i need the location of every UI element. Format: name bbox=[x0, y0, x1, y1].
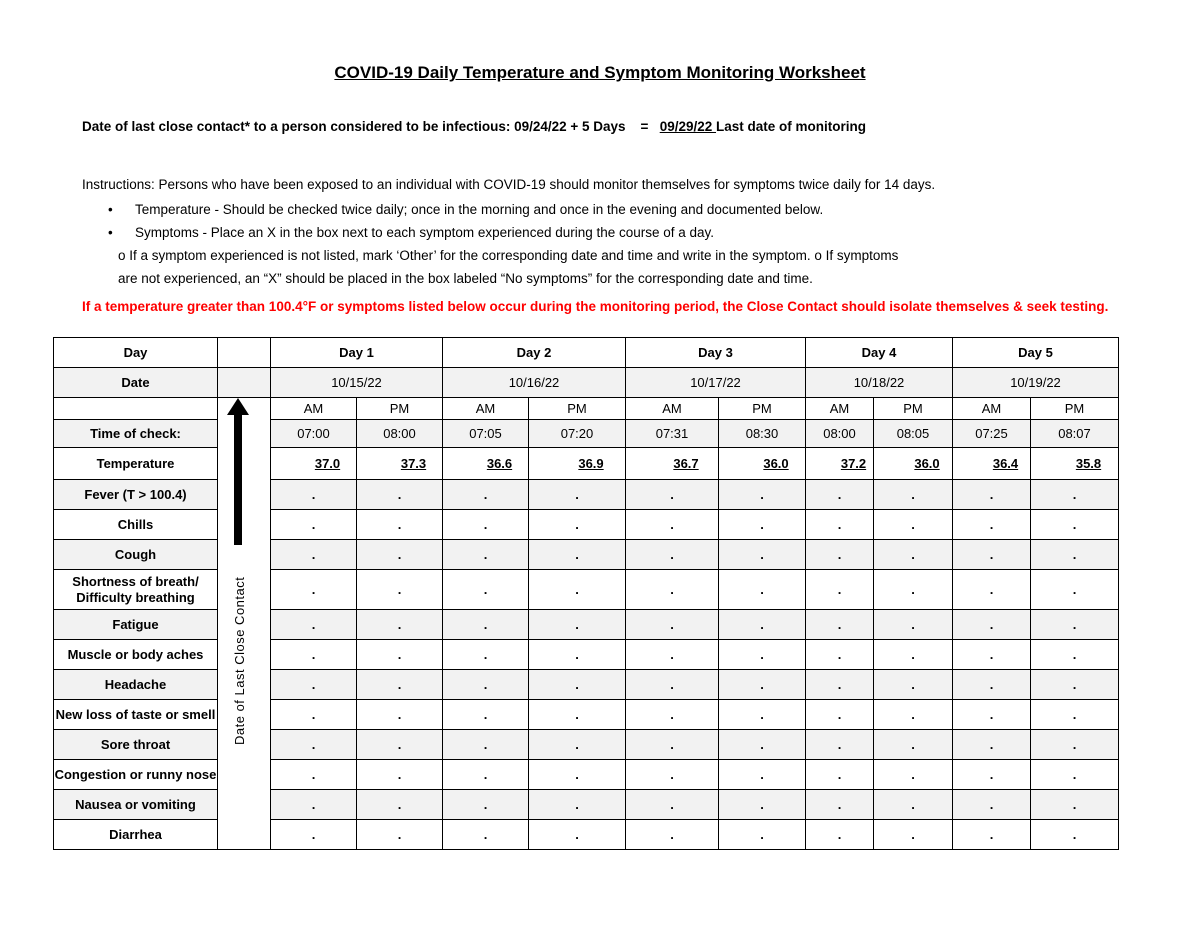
symptom-checkbox[interactable]: . bbox=[357, 700, 443, 730]
symptom-label bbox=[54, 540, 218, 570]
symptom-label-line: Fever (T > 100.4) bbox=[84, 486, 187, 502]
am-header: AM bbox=[443, 398, 529, 420]
symptom-checkbox[interactable]: . bbox=[443, 670, 529, 700]
day-header-2: Day 2 bbox=[443, 338, 626, 368]
symptom-checkbox[interactable]: . bbox=[626, 790, 719, 820]
table-row bbox=[54, 398, 1119, 420]
symptom-checkbox[interactable]: . bbox=[1031, 640, 1119, 670]
symptom-checkbox[interactable]: . bbox=[874, 820, 953, 850]
symptom-checkbox[interactable]: . bbox=[271, 760, 357, 790]
symptom-checkbox[interactable]: . bbox=[806, 790, 874, 820]
symptom-checkbox[interactable]: . bbox=[719, 820, 806, 850]
temperature-value: 36.4 bbox=[992, 456, 1019, 471]
symptom-checkbox[interactable]: . bbox=[874, 760, 953, 790]
day-header-5: Day 5 bbox=[953, 338, 1119, 368]
symptom-checkbox[interactable]: . bbox=[953, 730, 1031, 760]
symptom-checkbox[interactable]: . bbox=[1031, 760, 1119, 790]
table-row bbox=[54, 510, 1119, 540]
temperature-value: 36.6 bbox=[486, 456, 513, 471]
temperature-value: 37.2 bbox=[840, 456, 867, 471]
date-cell: 10/15/22 bbox=[271, 368, 443, 398]
table-row bbox=[54, 790, 1119, 820]
symptom-checkbox[interactable]: . bbox=[271, 510, 357, 540]
temperature-am-field[interactable] bbox=[271, 448, 357, 480]
symptom-label bbox=[54, 760, 218, 790]
symptom-checkbox[interactable]: . bbox=[719, 790, 806, 820]
symptom-checkbox[interactable]: . bbox=[1031, 820, 1119, 850]
symptom-checkbox[interactable]: . bbox=[443, 540, 529, 570]
symptom-checkbox[interactable]: . bbox=[626, 670, 719, 700]
bullet-dot: • bbox=[108, 202, 113, 217]
bullet-dot: • bbox=[108, 225, 113, 240]
day-header-4: Day 4 bbox=[806, 338, 953, 368]
table-row bbox=[54, 420, 1119, 448]
symptom-checkbox[interactable]: . bbox=[626, 820, 719, 850]
symptom-checkbox[interactable]: . bbox=[806, 480, 874, 510]
symptom-checkbox[interactable]: . bbox=[953, 760, 1031, 790]
symptom-checkbox[interactable]: . bbox=[719, 510, 806, 540]
date-cell: 10/17/22 bbox=[626, 368, 806, 398]
time-am-field[interactable]: 07:25 bbox=[953, 420, 1031, 448]
arrow-column-cell bbox=[218, 338, 271, 368]
symptom-checkbox[interactable]: . bbox=[626, 510, 719, 540]
symptom-checkbox[interactable]: . bbox=[874, 610, 953, 640]
time-pm-field[interactable]: 08:07 bbox=[1031, 420, 1119, 448]
symptom-label-line: Diarrhea bbox=[109, 826, 162, 842]
temperature-label: Temperature bbox=[54, 448, 218, 480]
time-pm-field[interactable]: 08:00 bbox=[357, 420, 443, 448]
symptom-label-line: Sore throat bbox=[100, 736, 171, 752]
pm-header: PM bbox=[874, 398, 953, 420]
am-header: AM bbox=[626, 398, 719, 420]
symptom-label-line: Muscle or body aches bbox=[67, 646, 204, 662]
time-pm-field[interactable]: 08:05 bbox=[874, 420, 953, 448]
symptom-checkbox[interactable]: . bbox=[953, 670, 1031, 700]
bullet-text: Temperature - Should be checked twice daily; once in the morning and once in the evening and documented below. bbox=[135, 202, 824, 217]
symptom-checkbox[interactable]: . bbox=[443, 730, 529, 760]
symptom-checkbox[interactable]: . bbox=[719, 610, 806, 640]
time-label: Time of check: bbox=[54, 420, 218, 448]
am-header: AM bbox=[806, 398, 874, 420]
symptom-checkbox[interactable]: . bbox=[443, 790, 529, 820]
symptom-checkbox[interactable]: . bbox=[271, 700, 357, 730]
time-am-field[interactable]: 07:31 bbox=[626, 420, 719, 448]
symptom-checkbox[interactable]: . bbox=[529, 510, 626, 540]
symptom-checkbox[interactable]: . bbox=[719, 480, 806, 510]
symptom-checkbox[interactable]: . bbox=[271, 640, 357, 670]
am-header: AM bbox=[953, 398, 1031, 420]
temperature-pm-field[interactable] bbox=[357, 448, 443, 480]
symptom-checkbox[interactable]: . bbox=[271, 570, 357, 610]
symptom-checkbox[interactable]: . bbox=[719, 570, 806, 610]
symptom-checkbox[interactable]: . bbox=[357, 760, 443, 790]
page-title: COVID-19 Daily Temperature and Symptom Monitoring Worksheet bbox=[334, 63, 866, 82]
date-cell: 10/16/22 bbox=[443, 368, 626, 398]
symptom-checkbox[interactable]: . bbox=[806, 700, 874, 730]
temperature-value: 36.9 bbox=[578, 456, 604, 471]
symptom-checkbox[interactable]: . bbox=[719, 640, 806, 670]
symptom-label-line: Cough bbox=[114, 546, 157, 562]
arrow-up-icon bbox=[217, 395, 270, 555]
symptom-checkbox[interactable]: . bbox=[874, 730, 953, 760]
temperature-am-field[interactable] bbox=[953, 448, 1031, 480]
symptom-checkbox[interactable]: . bbox=[271, 610, 357, 640]
contact-line bbox=[82, 119, 866, 134]
symptom-checkbox[interactable]: . bbox=[529, 610, 626, 640]
symptom-checkbox[interactable]: . bbox=[357, 570, 443, 610]
symptom-checkbox[interactable]: . bbox=[1031, 730, 1119, 760]
table-row bbox=[54, 640, 1119, 670]
symptom-checkbox[interactable]: . bbox=[271, 480, 357, 510]
symptom-label bbox=[54, 480, 218, 510]
symptom-checkbox[interactable]: . bbox=[806, 760, 874, 790]
temperature-value: 36.0 bbox=[763, 456, 789, 471]
date-cell: 10/19/22 bbox=[953, 368, 1119, 398]
pm-header: PM bbox=[529, 398, 626, 420]
bullet-symptoms bbox=[108, 225, 715, 240]
symptom-checkbox[interactable]: . bbox=[271, 670, 357, 700]
table-row bbox=[54, 480, 1119, 510]
symptom-label bbox=[54, 610, 218, 640]
symptom-checkbox[interactable]: . bbox=[953, 640, 1031, 670]
symptom-checkbox[interactable]: . bbox=[874, 480, 953, 510]
symptom-checkbox[interactable]: . bbox=[443, 760, 529, 790]
symptom-label bbox=[54, 570, 218, 610]
symptom-checkbox[interactable]: . bbox=[874, 570, 953, 610]
symptom-checkbox[interactable]: . bbox=[626, 700, 719, 730]
symptom-checkbox[interactable]: . bbox=[874, 540, 953, 570]
symptom-checkbox[interactable]: . bbox=[626, 540, 719, 570]
symptom-checkbox[interactable]: . bbox=[357, 540, 443, 570]
symptom-checkbox[interactable]: . bbox=[529, 820, 626, 850]
symptom-checkbox[interactable]: . bbox=[874, 700, 953, 730]
symptom-label-line: Headache bbox=[104, 676, 167, 692]
symptom-label bbox=[54, 640, 218, 670]
warning-text: If a temperature greater than 100.4°F or symptoms listed below occur during the monitoring period, the Close Contact should isolate themselves & seek testing. bbox=[82, 299, 1109, 314]
pm-header: PM bbox=[719, 398, 806, 420]
day-header: Day bbox=[54, 338, 218, 368]
symptom-checkbox[interactable]: . bbox=[271, 820, 357, 850]
temperature-value: 37.0 bbox=[314, 456, 341, 471]
symptom-label bbox=[54, 700, 218, 730]
symptom-checkbox[interactable]: . bbox=[953, 790, 1031, 820]
symptom-checkbox[interactable]: . bbox=[443, 510, 529, 540]
time-pm-field[interactable]: 07:20 bbox=[529, 420, 626, 448]
temperature-pm-field[interactable] bbox=[529, 448, 626, 480]
symptom-checkbox[interactable]: . bbox=[874, 510, 953, 540]
symptom-checkbox[interactable]: . bbox=[953, 610, 1031, 640]
pm-header: PM bbox=[357, 398, 443, 420]
time-am-field[interactable]: 07:05 bbox=[443, 420, 529, 448]
table-row bbox=[54, 570, 1119, 610]
table-row bbox=[54, 700, 1119, 730]
symptom-checkbox[interactable]: . bbox=[626, 730, 719, 760]
symptom-checkbox[interactable]: . bbox=[953, 540, 1031, 570]
symptom-checkbox[interactable]: . bbox=[529, 730, 626, 760]
symptom-checkbox[interactable]: . bbox=[443, 820, 529, 850]
bullet-text: Symptoms - Place an X in the box next to each symptom experienced during the course of a day. bbox=[135, 225, 715, 240]
symptom-label-line: Congestion or runny nose bbox=[54, 766, 217, 782]
symptom-checkbox[interactable]: . bbox=[719, 730, 806, 760]
symptom-label-line: Nausea or vomiting bbox=[75, 796, 196, 812]
temperature-value: 37.3 bbox=[400, 456, 427, 471]
symptom-checkbox[interactable]: . bbox=[357, 820, 443, 850]
time-pm-field[interactable]: 08:30 bbox=[719, 420, 806, 448]
monitoring-table bbox=[53, 337, 1119, 850]
symptom-checkbox[interactable]: . bbox=[719, 700, 806, 730]
symptom-checkbox[interactable]: . bbox=[443, 480, 529, 510]
symptom-checkbox[interactable]: . bbox=[806, 610, 874, 640]
table-row bbox=[54, 448, 1119, 480]
symptom-checkbox[interactable]: . bbox=[806, 820, 874, 850]
temperature-pm-field[interactable] bbox=[1031, 448, 1119, 480]
symptom-label bbox=[54, 670, 218, 700]
symptom-checkbox[interactable]: . bbox=[357, 790, 443, 820]
symptom-checkbox[interactable]: . bbox=[443, 640, 529, 670]
pm-header: PM bbox=[1031, 398, 1119, 420]
vertical-label-last-contact: Date of Last Close Contact bbox=[232, 576, 247, 745]
symptom-checkbox[interactable]: . bbox=[626, 480, 719, 510]
time-am-field[interactable]: 07:00 bbox=[271, 420, 357, 448]
date-header: Date bbox=[54, 368, 218, 398]
symptom-checkbox[interactable]: . bbox=[626, 610, 719, 640]
symptom-checkbox[interactable]: . bbox=[357, 670, 443, 700]
symptom-checkbox[interactable]: . bbox=[271, 730, 357, 760]
symptom-checkbox[interactable]: . bbox=[806, 640, 874, 670]
symptom-checkbox[interactable]: . bbox=[443, 570, 529, 610]
sub-line-other: o If a symptom experienced is not listed, mark ‘Other’ for the corresponding date and time and write in the symptom. o If symptoms bbox=[118, 248, 899, 263]
am-header: AM bbox=[271, 398, 357, 420]
symptom-checkbox[interactable]: . bbox=[529, 570, 626, 610]
day-header-3: Day 3 bbox=[626, 338, 806, 368]
symptom-checkbox[interactable]: . bbox=[357, 640, 443, 670]
table-row bbox=[54, 338, 1119, 368]
temperature-pm-field[interactable] bbox=[874, 448, 953, 480]
symptom-checkbox[interactable]: . bbox=[529, 670, 626, 700]
symptom-checkbox[interactable]: . bbox=[271, 790, 357, 820]
symptom-checkbox[interactable]: . bbox=[874, 640, 953, 670]
symptom-checkbox[interactable]: . bbox=[529, 790, 626, 820]
date-cell: 10/18/22 bbox=[806, 368, 953, 398]
symptom-checkbox[interactable]: . bbox=[626, 640, 719, 670]
symptom-checkbox[interactable]: . bbox=[1031, 510, 1119, 540]
arrow-column-cell bbox=[218, 368, 271, 398]
symptom-label bbox=[54, 790, 218, 820]
table-row bbox=[54, 820, 1119, 850]
symptom-label-line: Chills bbox=[117, 516, 154, 532]
symptom-checkbox[interactable]: . bbox=[719, 760, 806, 790]
monitoring-end-date: 09/29/22 bbox=[659, 119, 717, 134]
symptom-checkbox[interactable]: . bbox=[953, 480, 1031, 510]
table-row bbox=[54, 368, 1119, 398]
temperature-am-field[interactable] bbox=[443, 448, 529, 480]
table-row bbox=[54, 730, 1119, 760]
symptom-checkbox[interactable]: . bbox=[529, 480, 626, 510]
symptom-checkbox[interactable]: . bbox=[953, 700, 1031, 730]
day-header-1: Day 1 bbox=[271, 338, 443, 368]
instructions: Instructions: Persons who have been exposed to an individual with COVID-19 should monitor themselves for symptoms twice daily for 14 days. bbox=[82, 177, 936, 192]
symptom-checkbox[interactable]: . bbox=[806, 510, 874, 540]
time-am-field[interactable]: 08:00 bbox=[806, 420, 874, 448]
symptom-label bbox=[54, 510, 218, 540]
table-row bbox=[54, 610, 1119, 640]
symptom-checkbox[interactable]: . bbox=[1031, 610, 1119, 640]
sub-line-no-symptoms: are not experienced, an “X” should be placed in the box labeled “No symptoms” for the corresponding date and time. bbox=[118, 271, 813, 286]
temperature-pm-field[interactable] bbox=[719, 448, 806, 480]
symptom-checkbox[interactable]: . bbox=[953, 510, 1031, 540]
temperature-value: 35.8 bbox=[1075, 456, 1102, 471]
symptom-checkbox[interactable]: . bbox=[443, 700, 529, 730]
symptom-checkbox[interactable]: . bbox=[806, 730, 874, 760]
symptom-checkbox[interactable]: . bbox=[1031, 570, 1119, 610]
symptom-checkbox[interactable]: . bbox=[806, 540, 874, 570]
temperature-am-field[interactable] bbox=[626, 448, 719, 480]
symptom-checkbox[interactable]: . bbox=[1031, 700, 1119, 730]
symptom-checkbox[interactable]: . bbox=[953, 820, 1031, 850]
symptom-label-line: Fatigue bbox=[112, 616, 159, 632]
symptom-checkbox[interactable]: . bbox=[719, 670, 806, 700]
symptom-checkbox[interactable]: . bbox=[357, 510, 443, 540]
symptom-label-line: Shortness of breath/ bbox=[72, 573, 199, 589]
contact-prefix: Date of last close contact* to a person considered to be infectious: 09/24/22 + 5 Days = bbox=[82, 119, 660, 134]
symptom-checkbox[interactable]: . bbox=[719, 540, 806, 570]
symptom-checkbox[interactable]: . bbox=[443, 610, 529, 640]
contact-suffix: Last date of monitoring bbox=[716, 119, 867, 134]
table-row bbox=[54, 760, 1119, 790]
symptom-checkbox[interactable]: . bbox=[626, 760, 719, 790]
symptom-checkbox[interactable]: . bbox=[1031, 790, 1119, 820]
symptom-label-line: Difficulty breathing bbox=[76, 589, 195, 605]
symptom-label bbox=[54, 820, 218, 850]
symptom-checkbox[interactable]: . bbox=[357, 480, 443, 510]
table-row bbox=[54, 540, 1119, 570]
symptom-checkbox[interactable]: . bbox=[874, 670, 953, 700]
symptom-checkbox[interactable]: . bbox=[529, 760, 626, 790]
symptom-checkbox[interactable]: . bbox=[529, 640, 626, 670]
symptom-label-line: New loss of taste or smell bbox=[55, 706, 216, 722]
symptom-checkbox[interactable]: . bbox=[806, 570, 874, 610]
symptom-checkbox[interactable]: . bbox=[357, 730, 443, 760]
temperature-am-field[interactable] bbox=[806, 448, 874, 480]
symptom-label bbox=[54, 730, 218, 760]
bullet-temperature bbox=[108, 202, 824, 217]
symptom-checkbox[interactable]: . bbox=[357, 610, 443, 640]
symptom-checkbox[interactable]: . bbox=[529, 540, 626, 570]
symptom-checkbox[interactable]: . bbox=[953, 570, 1031, 610]
symptom-checkbox[interactable]: . bbox=[271, 540, 357, 570]
blank-label-cell bbox=[54, 398, 218, 420]
symptom-checkbox[interactable]: . bbox=[806, 670, 874, 700]
symptom-checkbox[interactable]: . bbox=[626, 570, 719, 610]
symptom-checkbox[interactable]: . bbox=[529, 700, 626, 730]
table-row bbox=[54, 670, 1119, 700]
symptom-checkbox[interactable]: . bbox=[1031, 670, 1119, 700]
symptom-checkbox[interactable]: . bbox=[1031, 480, 1119, 510]
symptom-checkbox[interactable]: . bbox=[874, 790, 953, 820]
temperature-value: 36.0 bbox=[914, 456, 940, 471]
temperature-value: 36.7 bbox=[673, 456, 699, 471]
symptom-checkbox[interactable]: . bbox=[1031, 540, 1119, 570]
